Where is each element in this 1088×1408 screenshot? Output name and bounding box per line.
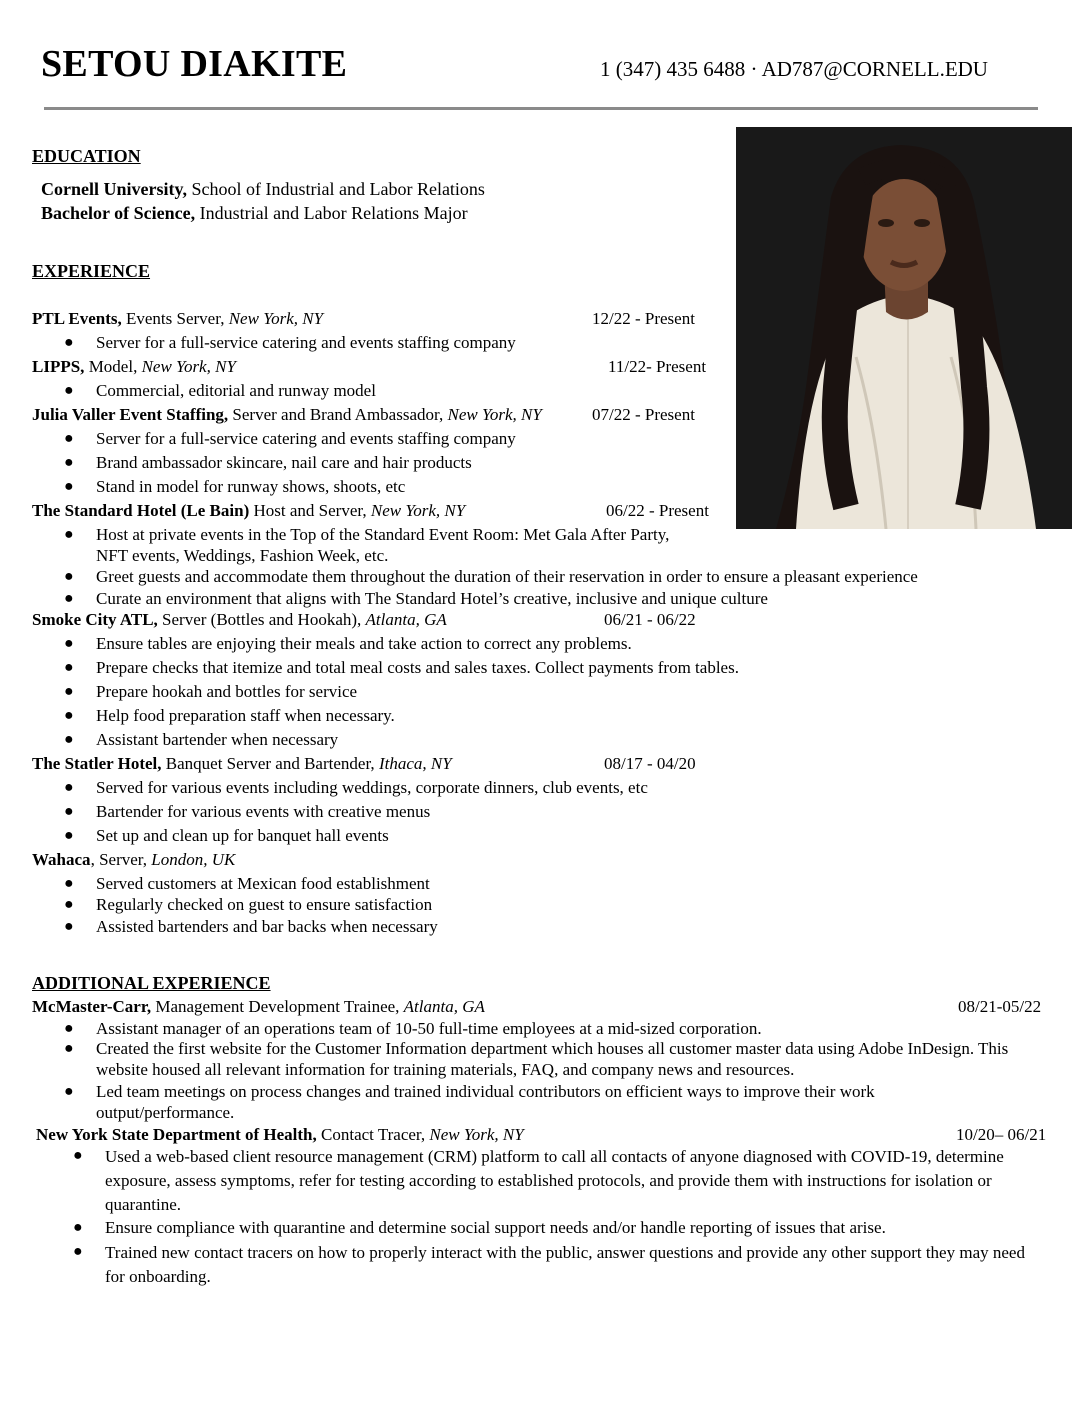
- degree-detail: Industrial and Labor Relations Major: [195, 203, 468, 223]
- bullet-icon: ●: [64, 590, 74, 607]
- job-role: Server (Bottles and Hookah),: [157, 610, 366, 629]
- bullet-icon: ●: [64, 478, 74, 495]
- job-role: Events Server,: [121, 309, 229, 328]
- bullet-icon: ●: [73, 1147, 83, 1164]
- bullet-icon: ●: [64, 731, 74, 748]
- job-bullet: Ensure compliance with quarantine and determine social support needs and/or handle reporting of issues that arise.: [105, 1218, 886, 1237]
- job-date: 12/22 - Present: [592, 309, 695, 328]
- job-bullet: Regularly checked on guest to ensure satisfaction: [96, 895, 433, 914]
- job-bullet: Greet guests and accommodate them throughout the duration of their reservation in order to ensure a pleasant experience: [96, 567, 918, 586]
- job-location: New York, NY: [370, 501, 466, 520]
- job-bullet: Served for various events including weddings, corporate dinners, club events, etc: [96, 778, 648, 797]
- job-bullet: Server for a full-service catering and events staffing company: [96, 333, 516, 352]
- job-location: New York, NY: [228, 309, 324, 328]
- job-bullet: Assistant bartender when necessary: [96, 730, 339, 749]
- job-bullet: Created the first website for the Customer Information department which houses all customer master data using Adobe InDesign. This website housed all relevant information for training materials, FAQ, and company news and resources.: [96, 1039, 1009, 1079]
- job-date: 06/22 - Present: [606, 501, 709, 520]
- job-location: Ithaca, NY: [378, 754, 452, 773]
- job-bullet: Led team meetings on process changes and trained individual contributors on efficient ways to improve their work output/performance.: [96, 1082, 875, 1122]
- job-header: [32, 404, 542, 426]
- job-org: McMaster-Carr,: [32, 997, 152, 1016]
- job-bullet: Host at private events in the Top of the Standard Event Room: Met Gala After Party,: [96, 525, 670, 544]
- job-bullet: Served customers at Mexican food establishment: [96, 874, 430, 893]
- header-divider: [44, 107, 1038, 110]
- bullet-icon: ●: [64, 568, 74, 585]
- job-role: , Server,: [90, 850, 152, 869]
- job-org: The Standard Hotel (Le Bain): [32, 501, 250, 520]
- job-role: Banquet Server and Bartender,: [161, 754, 379, 773]
- job-bullet: Prepare hookah and bottles for service: [96, 682, 358, 701]
- job-header: [32, 308, 323, 330]
- job-bullet: Ensure tables are enjoying their meals and take action to correct any problems.: [96, 634, 632, 653]
- experience-heading: EXPERIENCE: [32, 261, 151, 281]
- job-org: Wahaca: [32, 850, 91, 869]
- bullet-icon: ●: [64, 875, 74, 892]
- job-bullet: Set up and clean up for banquet hall events: [96, 826, 389, 845]
- job-location: Atlanta, GA: [403, 997, 485, 1016]
- job-bullet: Curate an environment that aligns with The Standard Hotel’s creative, inclusive and unique culture: [96, 589, 768, 608]
- education-heading: EDUCATION: [32, 146, 141, 166]
- job-role: Management Development Trainee,: [151, 997, 404, 1016]
- job-role: Model,: [84, 357, 142, 376]
- job-bullet: Prepare checks that itemize and total meal costs and sales taxes. Collect payments from tables.: [96, 658, 739, 677]
- job-header: [32, 996, 485, 1018]
- job-bullet: Stand in model for runway shows, shoots, etc: [96, 477, 406, 496]
- bullet-icon: ●: [73, 1219, 83, 1236]
- job-bullet: Server for a full-service catering and events staffing company: [96, 429, 516, 448]
- bullet-icon: ●: [64, 779, 74, 796]
- job-date: 08/21-05/22: [958, 997, 1042, 1016]
- job-date: 10/20– 06/21: [956, 1125, 1047, 1144]
- job-date: 07/22 - Present: [592, 405, 695, 424]
- bullet-icon: ●: [73, 1243, 83, 1260]
- job-role: Contact Tracer,: [316, 1125, 430, 1144]
- bullet-icon: ●: [64, 334, 74, 351]
- additional-experience-heading: ADDITIONAL EXPERIENCE: [32, 973, 271, 993]
- job-location: New York, NY: [429, 1125, 524, 1144]
- bullet-icon: ●: [64, 454, 74, 471]
- bullet-icon: ●: [64, 683, 74, 700]
- bullet-icon: ●: [64, 918, 74, 935]
- job-header: [36, 1124, 524, 1146]
- bullet-icon: ●: [64, 1083, 74, 1100]
- job-bullet: Used a web-based client resource management (CRM) platform to call all contacts of anyone diagnosed with COVID-19, determine exposure, assess symptoms, refer for testing according to established protocols, and provide them with instructions for isolation or quarantine.: [105, 1147, 1004, 1214]
- school-detail: School of Industrial and Labor Relations: [187, 179, 485, 199]
- contact-info: 1 (347) 435 6488 · AD787@CORNELL.EDU: [600, 57, 988, 81]
- job-org: Smoke City ATL,: [32, 610, 158, 629]
- job-date: 08/17 - 04/20: [604, 754, 696, 773]
- resume-name: SETOU DIAKITE: [41, 43, 348, 85]
- job-header: [32, 849, 235, 871]
- bullet-icon: ●: [64, 635, 74, 652]
- job-role: Server and Brand Ambassador,: [228, 405, 448, 424]
- job-bullet: Assisted bartenders and bar backs when necessary: [96, 917, 438, 936]
- job-header: [32, 356, 236, 378]
- job-bullet: Assistant manager of an operations team of 10-50 full-time employees at a mid-sized corporation.: [96, 1019, 762, 1038]
- job-org: The Statler Hotel,: [32, 754, 162, 773]
- job-role: Host and Server,: [249, 501, 371, 520]
- job-location: New York, NY: [447, 405, 542, 424]
- bullet-icon: ●: [64, 827, 74, 844]
- profile-photo: [736, 127, 1072, 529]
- bullet-icon: ●: [64, 526, 74, 543]
- job-bullet-continuation: NFT events, Weddings, Fashion Week, etc.: [96, 546, 389, 565]
- job-date: 06/21 - 06/22: [604, 610, 696, 629]
- job-location: London, UK: [151, 850, 236, 869]
- job-org: Julia Valler Event Staffing,: [32, 405, 229, 424]
- bullet-icon: ●: [64, 382, 74, 399]
- job-bullet: Trained new contact tracers on how to properly interact with the public, answer questions and provide any other support they may need for onboarding.: [105, 1243, 1025, 1286]
- bullet-icon: ●: [64, 896, 74, 913]
- job-location: New York, NY: [141, 357, 236, 376]
- school-name: Cornell University,: [41, 179, 187, 199]
- bullet-icon: ●: [64, 1020, 74, 1037]
- job-header: [32, 753, 452, 775]
- bullet-icon: ●: [64, 1040, 74, 1057]
- job-header: [32, 609, 447, 631]
- degree-name: Bachelor of Science,: [41, 203, 196, 223]
- job-bullet: Brand ambassador skincare, nail care and hair products: [96, 453, 472, 472]
- job-org: LIPPS,: [32, 357, 85, 376]
- job-date: 11/22- Present: [608, 357, 707, 376]
- bullet-icon: ●: [64, 803, 74, 820]
- job-bullet: Help food preparation staff when necessary.: [96, 706, 395, 725]
- bullet-icon: ●: [64, 659, 74, 676]
- education-school: [41, 178, 485, 200]
- job-header: [32, 500, 465, 522]
- bullet-icon: ●: [64, 430, 74, 447]
- job-bullet: Bartender for various events with creative menus: [96, 802, 431, 821]
- job-org: PTL Events,: [32, 309, 122, 328]
- job-org: New York State Department of Health,: [36, 1125, 317, 1144]
- job-bullet: Commercial, editorial and runway model: [96, 381, 376, 400]
- job-location: Atlanta, GA: [365, 610, 447, 629]
- bullet-icon: ●: [64, 707, 74, 724]
- education-degree: [41, 202, 468, 224]
